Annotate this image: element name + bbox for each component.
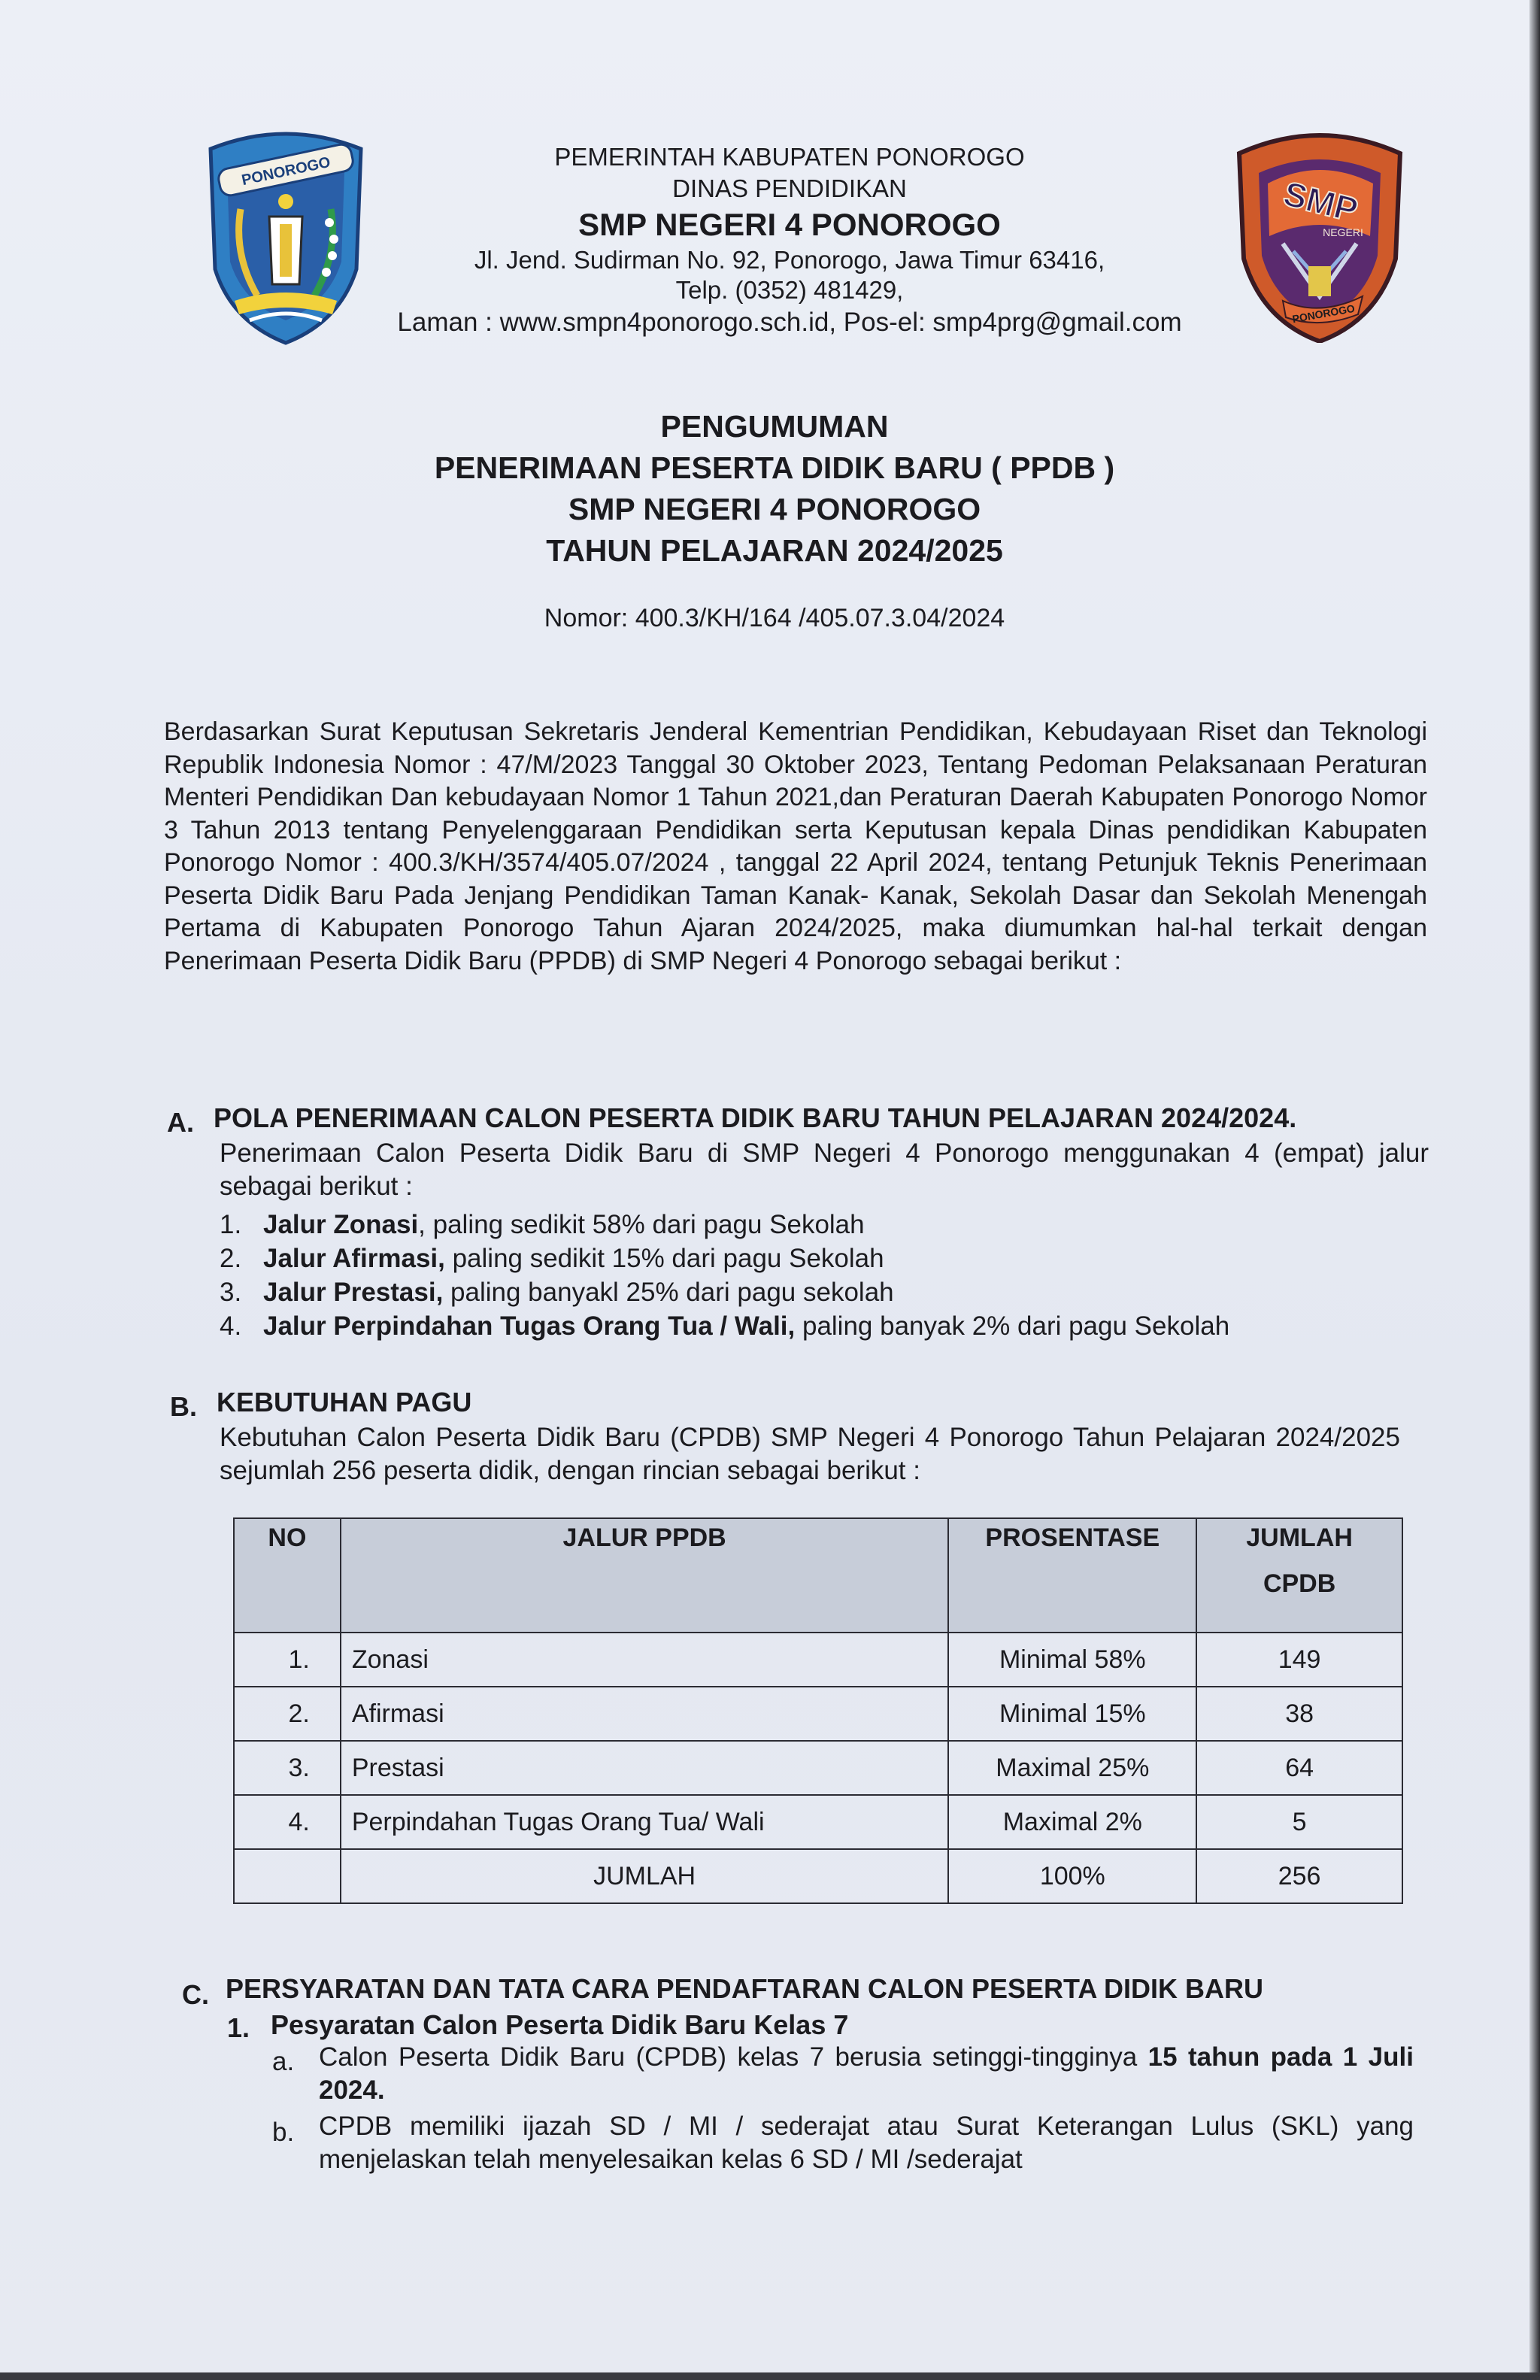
header-prosentase: PROSENTASE xyxy=(948,1518,1196,1633)
document-number: Nomor: 400.3/KH/164 /405.07.3.04/2024 xyxy=(544,604,1005,632)
section-c-heading: PERSYARATAN DAN TATA CARA PENDAFTARAN CALON PESERTA DIDIK BARU xyxy=(226,1973,1263,2004)
header-jalur: JALUR PPDB xyxy=(341,1518,949,1633)
table-row: 3. Prestasi Maximal 25% 64 xyxy=(234,1741,1402,1795)
list-item: 2. Jalur Afirmasi, paling sedikit 15% dari pagu Sekolah xyxy=(220,1244,884,1273)
title-line-1: PENGUMUMAN xyxy=(660,409,889,444)
svg-text:NEGERI: NEGERI xyxy=(1323,226,1363,238)
school-logo xyxy=(1230,123,1409,343)
svg-text:SMP: SMP xyxy=(1279,173,1363,230)
section-b-heading: KEBUTUHAN PAGU xyxy=(217,1387,472,1417)
section-c-letter: C. xyxy=(182,1979,209,2010)
title-line-2: PENERIMAAN PESERTA DIDIK BARU ( PPDB ) xyxy=(434,450,1115,485)
svg-text:PONOROGO: PONOROGO xyxy=(1291,302,1356,326)
table-row: 1. Zonasi Minimal 58% 149 xyxy=(234,1633,1402,1687)
scan-edge-right xyxy=(1529,0,1540,2380)
department-name: DINAS PENDIDIKAN xyxy=(672,174,907,202)
school-web-email: Laman : www.smpn4ponorogo.sch.id, Pos-el: smp4prg@gmail.com xyxy=(397,308,1182,337)
list-item: 4. Jalur Perpindahan Tugas Orang Tua / Wali, paling banyak 2% dari pagu Sekolah xyxy=(220,1311,1230,1341)
scan-edge-bottom xyxy=(0,2372,1540,2380)
government-name: PEMERINTAH KABUPATEN PONOROGO xyxy=(554,143,1025,171)
item-b-letter: b. xyxy=(272,2118,295,2147)
list-item: 3. Jalur Prestasi, paling banyakl 25% dari pagu sekolah xyxy=(220,1278,894,1307)
admission-paths-list xyxy=(220,1208,1438,1343)
list-item: 1. Jalur Zonasi, paling sedikit 58% dari pagu Sekolah xyxy=(220,1210,865,1239)
section-b-letter: B. xyxy=(170,1391,197,1422)
section-a-letter: A. xyxy=(167,1107,194,1138)
intro-paragraph: Berdasarkan Surat Keputusan Sekretaris Jenderal Kementrian Pendidikan, Kebudayaan Riset dan Teknologi Republik Indonesia Nomor : 47/M/2023 Tanggal 30 Oktober 2023, Tentang Pedoman Pelaksanaan Peraturan Menteri Pendidikan Dan kebudayaan Nomor 1 Tahun 2021,dan Peraturan Daerah Kabupaten Ponorogo Nomor 3 Tahun 2013 tentang Penyelenggaraan Pendidikan serta Keputusan kepala Dinas pendidikan Kabupaten Ponorogo Nomor : 400.3/KH/3574/405.07/2024 , tanggal 22 April 2024, tentang Petunjuk Teknis Penerimaan Peserta Didik Baru Pada Jenjang Pendidikan Taman Kanak- Kanak, Sekolah Dasar dan Sekolah Menengah Pertama di Kabupaten Ponorogo Tahun Ajaran 2024/2025, maka diumumkan hal-hal terkait dengan Penerimaan Peserta Didik Baru (PPDB) di SMP Negeri 4 Ponorogo sebagai berikut : xyxy=(164,717,1427,975)
item-a-letter: a. xyxy=(272,2047,295,2076)
title-line-3: SMP NEGERI 4 PONOROGO xyxy=(568,492,981,526)
table-total-row: JUMLAH 100% 256 xyxy=(234,1849,1402,1903)
letterhead xyxy=(316,141,1263,340)
title-line-4: TAHUN PELAJARAN 2024/2025 xyxy=(546,533,1003,568)
item-b-text: CPDB memiliki ijazah SD / MI / sederajat atau Surat Keterangan Lulus (SKL) yang menjelaskan telah menyelesaikan kelas 6 SD / MI /sederajat xyxy=(319,2112,1414,2174)
svg-text:PONOROGO: PONOROGO xyxy=(240,153,332,189)
header-jumlah: JUMLAH CPDB xyxy=(1196,1518,1402,1633)
school-name: SMP NEGERI 4 PONOROGO xyxy=(578,207,1001,242)
table-row: 4. Perpindahan Tugas Orang Tua/ Wali Maximal 2% 5 xyxy=(234,1795,1402,1849)
school-address: Jl. Jend. Sudirman No. 92, Ponorogo, Jawa Timur 63416, xyxy=(474,246,1105,274)
table-row: 2. Afirmasi Minimal 15% 38 xyxy=(234,1687,1402,1741)
announcement-title xyxy=(301,406,1248,572)
table-header-row xyxy=(234,1518,1402,1633)
section-c1-heading: Pesyaratan Calon Peserta Didik Baru Kelas 7 xyxy=(271,2009,849,2040)
school-phone: Telp. (0352) 481429, xyxy=(675,276,904,304)
section-c1-number: 1. xyxy=(227,2012,250,2043)
section-a-body: Penerimaan Calon Peserta Didik Baru di SMP Negeri 4 Ponorogo menggunakan 4 (empat) jalur sebagai berikut : xyxy=(220,1138,1429,1201)
section-b-body: Kebutuhan Calon Peserta Didik Baru (CPDB) SMP Negeri 4 Ponorogo Tahun Pelajaran 2024/2025 sejumlah 256 peserta didik, dengan rincian sebagai berikut : xyxy=(220,1423,1400,1485)
item-a-text: Calon Peserta Didik Baru (CPDB) kelas 7 berusia setinggi-tingginya 15 tahun pada 1 Juli 2024. xyxy=(319,2042,1414,2105)
quota-table xyxy=(233,1517,1403,1904)
section-a-heading: POLA PENERIMAAN CALON PESERTA DIDIK BARU TAHUN PELAJARAN 2024/2024. xyxy=(214,1102,1297,1133)
header-no: NO xyxy=(234,1518,341,1633)
